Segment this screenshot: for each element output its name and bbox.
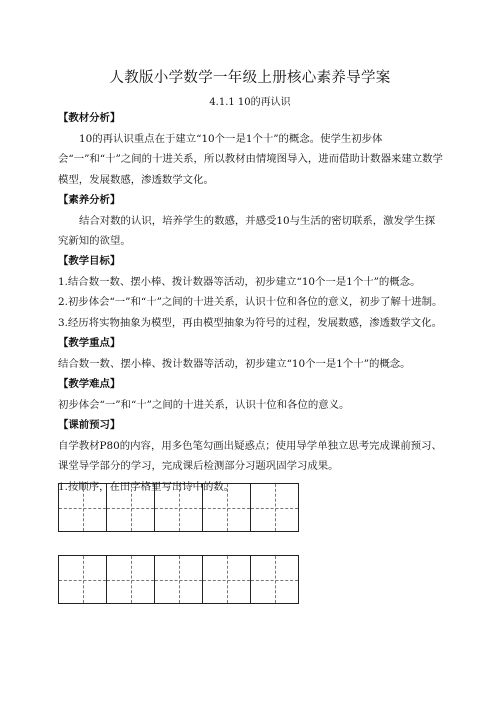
tianzige-cell[interactable] [202,555,251,604]
section-body: 自学教材P80的内容，用多色笔勾画出疑惑点；使用导学单独立思考完成课前预习、课堂导学部分的学习，完成课后检测部分习题巩固学习成果。 [58,439,442,472]
section-body: 初步体会“一”和“十”之间的十进关系，认识十位和各位的意义。 [58,398,350,411]
section-heading: 【教学目标】 [58,255,121,267]
section-heading: 【素养分析】 [58,194,121,206]
section-difficulties [58,374,443,415]
section-heading: 【教学重点】 [58,337,121,349]
tianzige-cell[interactable] [106,555,155,604]
section-textbook-analysis [58,108,443,190]
tianzige-cell[interactable] [154,555,203,604]
lesson-subtitle: 4.1.1 10的再认识 [209,97,291,108]
goal-item: 3.经历将实物抽象为模型，再由模型抽象为符号的过程，发展数感，渗透数学文化。 [58,316,442,329]
tianzige-row-2 [58,555,299,604]
tianzige-cell[interactable] [58,555,107,604]
tianzige-row-1 [58,483,299,532]
tianzige-cell[interactable] [154,483,203,532]
section-teaching-goals [58,251,443,333]
section-body: 结合对数的认识，培养学生的数感，并感受10与生活的密切联系，激发学生探究新知的欲望。 [58,214,436,247]
section-heading: 【教材分析】 [58,112,121,124]
tianzige-cell[interactable] [58,483,107,532]
tianzige-cell[interactable] [202,483,251,532]
section-key-points [58,333,443,374]
section-body: 10的再认识重点在于建立“10个一是1个十”的概念。使学生初步体会“一”和“十”之间的十进关系，所以教材由情境图导入，进而借助计数器来建立数学模型，发展数感，渗透数学文化。 [58,132,443,186]
section-heading: 【课前预习】 [58,419,121,431]
preview-question: 1.按顺序，在田字格里写出诗中的数。 [58,480,235,493]
section-literacy-analysis [58,190,443,252]
section-heading: 【教学难点】 [58,378,121,390]
tianzige-cell[interactable] [250,555,299,604]
goal-item: 1.结合数一数、摆小棒、拨计数器等活动，初步建立“10个一是1个十”的概念。 [58,275,421,288]
goal-item: 2.初步体会“一”和“十”之间的十进关系，认识十位和各位的意义，初步了解十进制。 [58,296,443,308]
section-body: 结合数一数、摆小棒、拨计数器等活动，初步建立“10个一是1个十”的概念。 [58,357,411,370]
tianzige-cell[interactable] [106,483,155,532]
tianzige-cell[interactable] [250,483,299,532]
page-title: 人教版小学数学一年级上册核心素养导学案 [109,70,391,86]
